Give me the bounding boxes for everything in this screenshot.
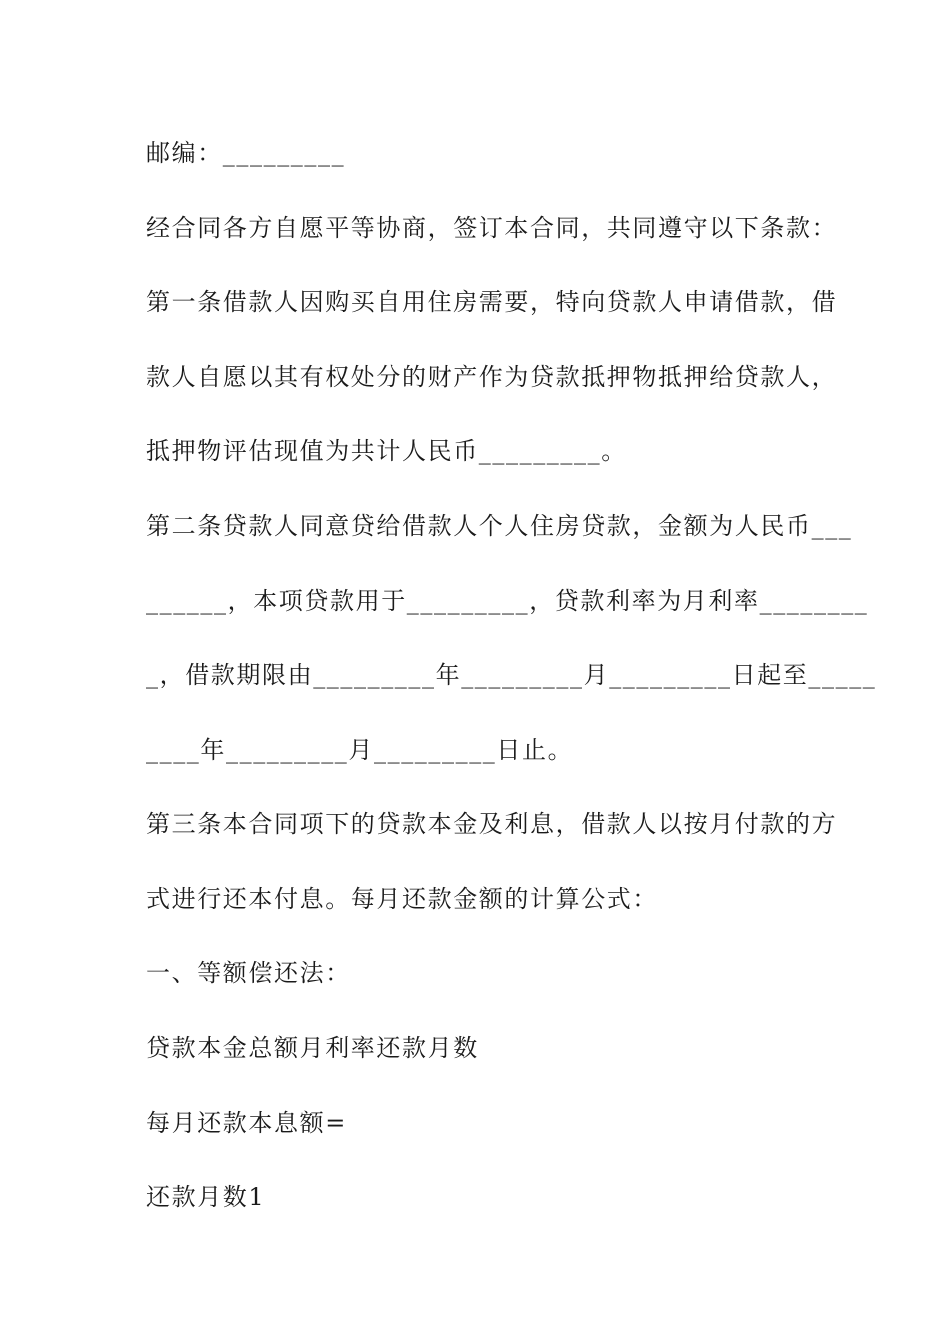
formula-numerator-line: 贷款本金总额月利率还款月数 <box>146 1034 479 1062</box>
postal-code-line: 邮编：_________ <box>146 139 346 167</box>
article-2-line-2: ______，本项贷款用于_________，贷款利率为月利率________ <box>146 587 869 615</box>
article-3-line-1: 第三条本合同项下的贷款本金及利息，借款人以按月付款的方 <box>146 810 838 838</box>
article-1-line-2: 款人自愿以其有权处分的财产作为贷款抵押物抵押给贷款人， <box>146 363 838 391</box>
article-3-line-2: 式进行还本付息。每月还款金额的计算公式： <box>146 885 658 913</box>
article-2-line-3: _，借款期限由_________年_________月_________日起至_____ <box>146 661 877 689</box>
article-2-line-4: ____年_________月_________日止。 <box>146 736 574 764</box>
article-1-line-1: 第一条借款人因购买自用住房需要，特向贷款人申请借款，借 <box>146 288 838 316</box>
formula-denominator-line: 还款月数1 <box>146 1183 266 1211</box>
contract-intro-line: 经合同各方自愿平等协商，签订本合同，共同遵守以下条款： <box>146 214 838 242</box>
article-2-line-1: 第二条贷款人同意贷给借款人个人住房贷款，金额为人民币___ <box>146 512 853 540</box>
article-1-line-3: 抵押物评估现值为共计人民币_________。 <box>146 437 627 465</box>
formula-result-line: 每月还款本息额= <box>146 1109 347 1137</box>
method-heading: 一、等额偿还法： <box>146 959 351 987</box>
